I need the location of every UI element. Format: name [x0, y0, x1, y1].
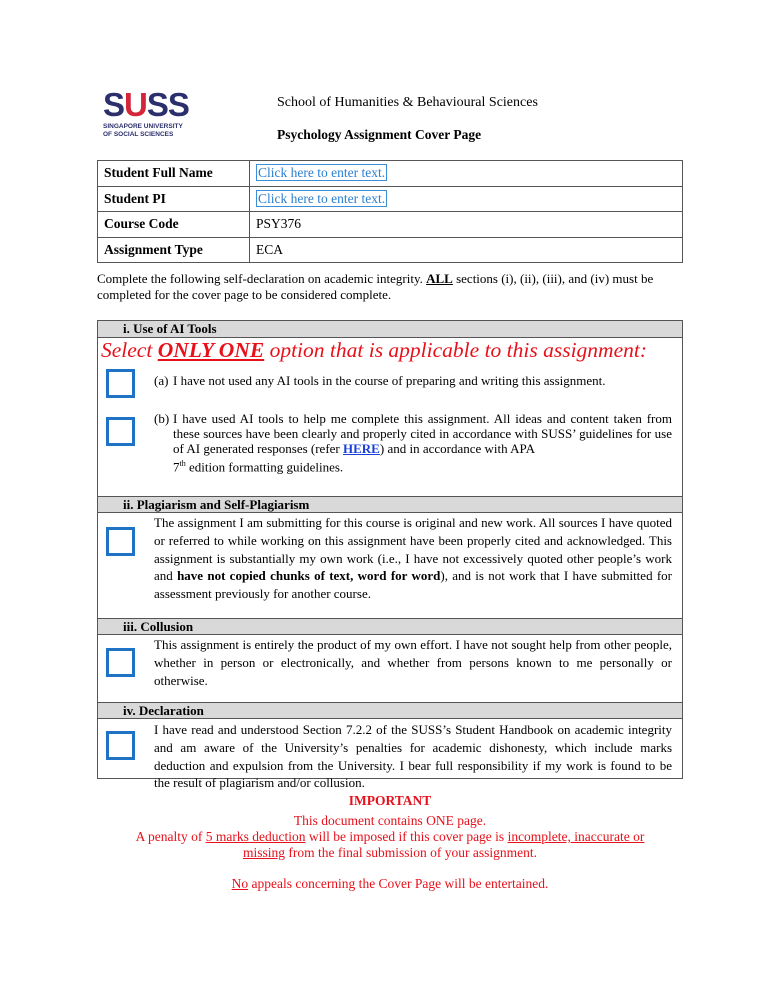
checkbox-no-ai[interactable]	[106, 369, 135, 398]
label-full-name: Student Full Name	[98, 161, 250, 187]
option-b-text: I have used AI tools to help me complete this assignment. All ideas and content taken from these sources have been clearly and properly cited in accordance with SUSS’ guidelines for use of AI generated responses (refer HERE) and in accordance with APA 7th edition formatting guidelines.	[173, 411, 672, 475]
declaration-box	[97, 320, 683, 791]
label-assignment-type: Assignment Type	[98, 237, 250, 263]
important-notice: This document contains ONE page. A penalty of 5 marks deduction will be imposed if this cover page is incomplete, inaccurate or missing from the final submission of your assignment.	[135, 813, 645, 860]
option-a-label: (a)	[154, 373, 169, 388]
select-one-instruction: Select ONLY ONE option that is applicable to this assignment:	[101, 338, 648, 362]
no-appeals-notice: No appeals concerning the Cover Page will be entertained.	[231, 876, 549, 891]
label-course-code: Course Code	[98, 212, 250, 238]
school-name: School of Humanities & Behavioural Sciences	[277, 95, 538, 110]
label-student-pi: Student PI	[98, 186, 250, 212]
student-full-name-field[interactable]: Click here to enter text.	[258, 165, 386, 181]
suss-logo: SUSS SINGAPORE UNIVERSITY OF SOCIAL SCIENCES	[103, 86, 189, 138]
checkbox-used-ai[interactable]	[106, 417, 135, 446]
plagiarism-statement: The assignment I am submitting for this course is original and new work. All sources I have quoted or referred to while working on this assignment have been properly cited and acknowledged. This assignment is substantially my own work (i.e., I have not excessively quoted other people’s work and have not copied chunks of text, word for word), and is not work that I have submitted for assessment previously for another course.	[154, 515, 672, 602]
student-info-table	[97, 160, 683, 263]
section-header-declaration: iv. Declaration	[98, 702, 682, 719]
table-row	[98, 161, 683, 187]
declaration-statement: I have read and understood Section 7.2.2 of the SUSS’s Student Handbook on academic integrity and am aware of the University’s penalties for academic dishonesty, which include marks deduction and expulsion from the University. I bear full responsibility if my work is found to be the result of plagiarism and/or collusion.	[154, 722, 672, 791]
checkbox-declaration[interactable]	[106, 731, 135, 760]
checkbox-plagiarism[interactable]	[106, 527, 135, 556]
section-header-plagiarism: ii. Plagiarism and Self-Plagiarism	[98, 496, 682, 513]
checkbox-collusion[interactable]	[106, 648, 135, 677]
instructions: Complete the following self-declaration on academic integrity. ALL sections (i), (ii), (iii), and (iv) must be completed for the cover page to be considered complete.	[97, 271, 654, 302]
assignment-type-value: ECA	[250, 237, 683, 263]
section-header-ai-tools: i. Use of AI Tools	[98, 321, 682, 338]
section-header-collusion: iii. Collusion	[98, 618, 682, 635]
option-a-text: I have not used any AI tools in the course of preparing and writing this assignment.	[173, 373, 606, 388]
table-row	[98, 212, 683, 238]
here-link[interactable]: HERE	[343, 441, 380, 456]
option-b-label: (b)	[154, 411, 170, 426]
table-row	[98, 186, 683, 212]
table-row	[98, 237, 683, 263]
page-title: Psychology Assignment Cover Page	[277, 127, 482, 142]
collusion-statement: This assignment is entirely the product of my own effort. I have not sought help from other people, whether in person or electronically, and whether from persons known to me personally or otherwise.	[154, 637, 672, 688]
student-pi-field[interactable]: Click here to enter text.	[258, 190, 386, 206]
course-code-value: PSY376	[250, 212, 683, 238]
important-heading: IMPORTANT	[348, 793, 432, 808]
